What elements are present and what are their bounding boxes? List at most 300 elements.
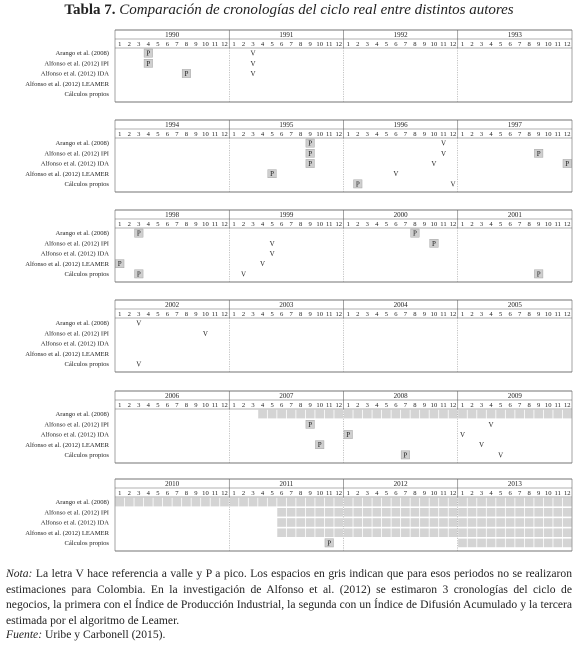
month-label: 2 xyxy=(241,402,246,409)
row-label: Cálculos propios xyxy=(64,361,109,368)
month-label: 9 xyxy=(194,490,198,497)
month-label: 5 xyxy=(384,311,388,318)
month-label: 3 xyxy=(137,490,141,497)
month-label: 1 xyxy=(346,402,350,409)
peak-mark: P xyxy=(270,170,275,179)
month-label: 11 xyxy=(211,402,219,409)
not-estimated-cell xyxy=(563,498,572,507)
month-label: 12 xyxy=(335,131,343,138)
month-label: 10 xyxy=(430,41,438,48)
month-label: 6 xyxy=(165,41,170,48)
not-estimated-cell xyxy=(268,410,277,419)
year-label: 2012 xyxy=(393,480,408,488)
month-label: 1 xyxy=(232,41,236,48)
month-label: 6 xyxy=(279,131,284,138)
row-label: Alfonso et al. (2012) LEAMER xyxy=(25,80,109,88)
row-label: Alfonso et al. (2012) IDA xyxy=(40,340,109,348)
month-label: 9 xyxy=(194,221,198,228)
month-label: 7 xyxy=(289,490,293,497)
month-label: 3 xyxy=(479,311,484,318)
not-estimated-cell xyxy=(163,498,172,507)
peak-mark: P xyxy=(308,139,313,148)
month-label: 3 xyxy=(365,131,369,138)
row-label: Alfonso et al. (2012) IPI xyxy=(44,509,109,517)
month-label: 12 xyxy=(335,311,343,318)
not-estimated-cell xyxy=(563,508,572,517)
month-label: 1 xyxy=(118,490,122,497)
month-label: 11 xyxy=(554,311,561,318)
month-label: 11 xyxy=(211,221,219,228)
peak-mark: P xyxy=(184,70,189,78)
not-estimated-cell xyxy=(325,508,334,517)
not-estimated-cell xyxy=(496,410,505,419)
month-label: 10 xyxy=(544,131,552,138)
not-estimated-cell xyxy=(515,410,524,419)
year-label: 1998 xyxy=(165,211,180,219)
month-label: 10 xyxy=(430,402,438,409)
month-label: 5 xyxy=(498,41,503,48)
not-estimated-cell xyxy=(277,518,286,527)
row-label: Cálculos propios xyxy=(64,540,109,547)
not-estimated-cell xyxy=(306,410,315,419)
not-estimated-cell xyxy=(201,498,210,507)
year-label: 2010 xyxy=(165,480,180,488)
row-label: Alfonso et al. (2012) IDA xyxy=(40,431,109,439)
not-estimated-cell xyxy=(315,508,324,517)
peak-mark: P xyxy=(146,59,151,68)
not-estimated-cell xyxy=(372,410,381,419)
month-label: 9 xyxy=(422,41,427,48)
not-estimated-cell xyxy=(449,410,458,419)
month-label: 7 xyxy=(403,221,408,228)
not-estimated-cell xyxy=(506,498,515,507)
year-label: 1991 xyxy=(279,31,294,39)
not-estimated-cell xyxy=(525,498,534,507)
month-label: 6 xyxy=(508,402,512,409)
month-label: 1 xyxy=(232,311,236,318)
not-estimated-cell xyxy=(277,410,286,419)
not-estimated-cell xyxy=(211,498,220,507)
month-label: 6 xyxy=(508,311,512,318)
month-label: 11 xyxy=(211,131,219,138)
month-label: 6 xyxy=(508,131,512,138)
month-label: 2 xyxy=(127,490,131,497)
month-label: 4 xyxy=(489,221,493,228)
month-label: 4 xyxy=(375,490,379,497)
month-label: 2 xyxy=(241,131,246,138)
month-label: 3 xyxy=(251,131,255,138)
not-estimated-cell xyxy=(344,528,353,537)
not-estimated-cell xyxy=(458,518,467,527)
month-label: 2 xyxy=(127,41,131,48)
month-label: 2 xyxy=(241,490,246,497)
not-estimated-cell xyxy=(125,498,134,507)
table-source xyxy=(6,628,165,641)
month-label: 5 xyxy=(498,131,503,138)
not-estimated-cell xyxy=(515,518,524,527)
month-label: 10 xyxy=(316,311,323,318)
month-label: 1 xyxy=(460,41,465,48)
row-label: Cálculos propios xyxy=(64,271,109,278)
month-label: 9 xyxy=(537,402,541,409)
not-estimated-cell xyxy=(372,518,381,527)
not-estimated-cell xyxy=(534,410,543,419)
month-label: 11 xyxy=(554,402,561,409)
month-label: 8 xyxy=(413,402,417,409)
month-label: 7 xyxy=(175,41,179,48)
not-estimated-cell xyxy=(458,539,467,548)
not-estimated-cell xyxy=(449,508,458,517)
peak-mark: P xyxy=(536,270,541,279)
month-label: 2 xyxy=(356,311,360,318)
chronology-panel xyxy=(25,391,572,463)
month-label: 3 xyxy=(137,221,141,228)
not-estimated-cell xyxy=(496,508,505,517)
peak-mark: P xyxy=(431,239,436,248)
trough-mark: V xyxy=(459,431,466,439)
month-label: 8 xyxy=(299,221,303,228)
trough-mark: V xyxy=(136,319,142,328)
month-label: 8 xyxy=(184,311,189,318)
month-label: 5 xyxy=(156,490,160,497)
month-label: 5 xyxy=(498,402,503,409)
trough-mark: V xyxy=(260,260,266,269)
note-label: Nota: xyxy=(6,567,33,580)
month-label: 7 xyxy=(175,131,179,138)
month-label: 3 xyxy=(251,402,255,409)
not-estimated-cell xyxy=(553,410,562,419)
month-label: 5 xyxy=(384,131,388,138)
not-estimated-cell xyxy=(287,508,296,517)
month-label: 12 xyxy=(221,490,228,497)
month-label: 3 xyxy=(365,402,369,409)
month-label: 8 xyxy=(413,311,417,318)
trough-mark: V xyxy=(440,149,446,158)
row-label: Arango et al. (2008) xyxy=(55,499,109,507)
not-estimated-cell xyxy=(534,528,543,537)
month-label: 8 xyxy=(299,311,303,318)
not-estimated-cell xyxy=(553,508,562,517)
year-label: 2000 xyxy=(393,211,408,219)
not-estimated-cell xyxy=(239,498,248,507)
month-label: 9 xyxy=(537,41,541,48)
month-label: 5 xyxy=(498,221,503,228)
row-label: Alfonso et al. (2012) LEAMER xyxy=(25,441,109,449)
not-estimated-cell xyxy=(411,508,420,517)
table-number: Tabla 7. xyxy=(64,2,116,18)
not-estimated-cell xyxy=(306,498,315,507)
year-label: 1990 xyxy=(165,31,180,39)
not-estimated-cell xyxy=(420,528,429,537)
not-estimated-cell xyxy=(534,518,543,527)
row-label: Alfonso et al. (2012) LEAMER xyxy=(25,260,109,268)
month-label: 4 xyxy=(260,490,265,497)
month-label: 7 xyxy=(175,311,179,318)
month-label: 6 xyxy=(394,490,398,497)
month-label: 5 xyxy=(270,490,274,497)
month-label: 4 xyxy=(146,490,150,497)
not-estimated-cell xyxy=(220,498,229,507)
month-label: 1 xyxy=(346,131,350,138)
peak-mark: P xyxy=(412,229,417,238)
month-label: 1 xyxy=(346,490,350,497)
not-estimated-cell xyxy=(544,498,553,507)
month-label: 1 xyxy=(232,221,236,228)
month-label: 4 xyxy=(260,402,265,409)
not-estimated-cell xyxy=(458,498,467,507)
month-label: 4 xyxy=(260,221,265,228)
not-estimated-cell xyxy=(468,528,477,537)
row-label: Alfonso et al. (2012) IDA xyxy=(40,519,109,527)
month-label: 8 xyxy=(527,402,531,409)
month-label: 5 xyxy=(498,311,503,318)
not-estimated-cell xyxy=(115,498,124,507)
month-label: 7 xyxy=(289,41,293,48)
not-estimated-cell xyxy=(487,498,496,507)
trough-mark: V xyxy=(269,250,275,258)
month-label: 1 xyxy=(346,311,350,318)
chronology-panel xyxy=(25,30,572,102)
not-estimated-cell xyxy=(487,528,496,537)
not-estimated-cell xyxy=(325,518,334,527)
month-label: 7 xyxy=(175,490,179,497)
month-label: 8 xyxy=(527,311,531,318)
month-label: 2 xyxy=(241,311,246,318)
month-label: 1 xyxy=(460,221,465,228)
month-label: 1 xyxy=(232,131,236,138)
row-label: Cálculos propios xyxy=(64,181,109,188)
not-estimated-cell xyxy=(315,518,324,527)
month-label: 5 xyxy=(384,221,388,228)
month-label: 6 xyxy=(508,490,512,497)
month-label: 4 xyxy=(260,311,265,318)
not-estimated-cell xyxy=(334,508,343,517)
trough-mark: V xyxy=(393,170,399,179)
chronology-panel xyxy=(25,479,572,551)
not-estimated-cell xyxy=(525,528,534,537)
month-label: 9 xyxy=(422,311,427,318)
month-label: 8 xyxy=(527,41,531,48)
trough-mark: V xyxy=(450,180,456,189)
not-estimated-cell xyxy=(496,498,505,507)
month-label: 8 xyxy=(184,221,189,228)
not-estimated-cell xyxy=(372,498,381,507)
month-label: 4 xyxy=(375,41,379,48)
month-label: 11 xyxy=(326,490,333,497)
month-label: 8 xyxy=(299,490,303,497)
not-estimated-cell xyxy=(477,539,486,548)
peak-mark: P xyxy=(136,270,141,279)
month-label: 4 xyxy=(146,402,150,409)
month-label: 11 xyxy=(440,402,447,409)
month-label: 2 xyxy=(356,131,360,138)
not-estimated-cell xyxy=(544,539,553,548)
year-label: 2002 xyxy=(165,301,180,309)
not-estimated-cell xyxy=(401,498,410,507)
month-label: 12 xyxy=(449,41,457,48)
not-estimated-cell xyxy=(382,528,391,537)
not-estimated-cell xyxy=(506,539,515,548)
row-label: Alfonso et al. (2012) IPI xyxy=(44,330,109,338)
peak-mark: P xyxy=(346,431,351,439)
month-label: 2 xyxy=(127,221,131,228)
month-label: 8 xyxy=(527,221,531,228)
month-label: 10 xyxy=(202,311,209,318)
not-estimated-cell xyxy=(334,518,343,527)
month-label: 8 xyxy=(299,402,303,409)
trough-mark: V xyxy=(479,441,485,450)
not-estimated-cell xyxy=(515,528,524,537)
not-estimated-cell xyxy=(315,410,324,419)
month-label: 7 xyxy=(517,221,522,228)
trough-mark: V xyxy=(440,139,446,148)
month-label: 2 xyxy=(356,41,360,48)
month-label: 8 xyxy=(413,490,417,497)
year-label: 2003 xyxy=(279,301,294,309)
not-estimated-cell xyxy=(401,528,410,537)
month-label: 11 xyxy=(554,490,561,497)
not-estimated-cell xyxy=(392,508,401,517)
not-estimated-cell xyxy=(134,498,143,507)
month-label: 5 xyxy=(156,221,160,228)
month-label: 1 xyxy=(118,402,122,409)
not-estimated-cell xyxy=(363,528,372,537)
not-estimated-cell xyxy=(353,518,362,527)
not-estimated-cell xyxy=(477,528,486,537)
month-label: 10 xyxy=(316,490,323,497)
month-label: 10 xyxy=(316,402,323,409)
year-label: 1997 xyxy=(507,121,522,129)
not-estimated-cell xyxy=(477,410,486,419)
month-label: 10 xyxy=(202,41,209,48)
month-label: 12 xyxy=(221,311,228,318)
month-label: 6 xyxy=(165,221,170,228)
month-label: 3 xyxy=(365,221,369,228)
not-estimated-cell xyxy=(296,518,305,527)
month-label: 4 xyxy=(260,41,265,48)
month-label: 3 xyxy=(479,221,484,228)
month-label: 7 xyxy=(517,311,522,318)
month-label: 7 xyxy=(403,402,408,409)
year-label: 1999 xyxy=(279,211,294,219)
month-label: 5 xyxy=(498,490,503,497)
month-label: 9 xyxy=(308,490,312,497)
month-label: 2 xyxy=(127,311,131,318)
month-label: 12 xyxy=(221,402,228,409)
month-label: 9 xyxy=(422,490,427,497)
year-label: 2001 xyxy=(507,211,522,219)
month-label: 8 xyxy=(527,490,531,497)
row-label: Alfonso et al. (2012) LEAMER xyxy=(25,350,109,358)
source-label: Fuente: xyxy=(6,628,43,641)
not-estimated-cell xyxy=(363,518,372,527)
peak-mark: P xyxy=(403,451,408,460)
month-label: 6 xyxy=(165,311,170,318)
not-estimated-cell xyxy=(430,508,439,517)
month-label: 11 xyxy=(440,311,447,318)
year-label: 2006 xyxy=(165,392,180,400)
not-estimated-cell xyxy=(249,498,258,507)
month-label: 6 xyxy=(394,221,398,228)
month-label: 9 xyxy=(537,311,541,318)
not-estimated-cell xyxy=(553,498,562,507)
trough-mark: V xyxy=(488,420,494,429)
not-estimated-cell xyxy=(392,410,401,419)
not-estimated-cell xyxy=(430,518,439,527)
month-label: 10 xyxy=(544,311,552,318)
not-estimated-cell xyxy=(534,539,543,548)
month-label: 6 xyxy=(279,41,284,48)
row-label: Alfonso et al. (2012) IPI xyxy=(44,150,109,158)
month-label: 10 xyxy=(430,221,438,228)
not-estimated-cell xyxy=(534,508,543,517)
month-label: 3 xyxy=(479,402,484,409)
not-estimated-cell xyxy=(525,410,534,419)
row-label: Arango et al. (2008) xyxy=(55,140,109,148)
month-label: 11 xyxy=(326,131,333,138)
not-estimated-cell xyxy=(372,508,381,517)
month-label: 11 xyxy=(211,490,219,497)
month-label: 11 xyxy=(440,131,447,138)
month-label: 3 xyxy=(137,131,141,138)
month-label: 9 xyxy=(308,41,312,48)
month-label: 9 xyxy=(422,131,427,138)
row-label: Alfonso et al. (2012) LEAMER xyxy=(25,529,109,537)
not-estimated-cell xyxy=(544,508,553,517)
month-label: 2 xyxy=(356,221,360,228)
not-estimated-cell xyxy=(430,528,439,537)
month-label: 11 xyxy=(326,402,333,409)
month-label: 9 xyxy=(194,41,198,48)
month-label: 6 xyxy=(508,221,512,228)
month-label: 10 xyxy=(430,131,438,138)
month-label: 7 xyxy=(289,131,293,138)
year-label: 1994 xyxy=(165,121,180,129)
month-label: 6 xyxy=(279,311,284,318)
not-estimated-cell xyxy=(277,498,286,507)
not-estimated-cell xyxy=(382,508,391,517)
not-estimated-cell xyxy=(544,410,553,419)
month-label: 2 xyxy=(470,221,474,228)
month-label: 7 xyxy=(403,41,408,48)
not-estimated-cell xyxy=(306,528,315,537)
month-label: 6 xyxy=(165,131,170,138)
not-estimated-cell xyxy=(525,508,534,517)
not-estimated-cell xyxy=(344,410,353,419)
not-estimated-cell xyxy=(563,539,572,548)
not-estimated-cell xyxy=(382,498,391,507)
not-estimated-cell xyxy=(287,528,296,537)
month-label: 9 xyxy=(308,131,312,138)
peak-mark: P xyxy=(317,441,322,450)
peak-mark: P xyxy=(308,420,313,429)
not-estimated-cell xyxy=(344,518,353,527)
not-estimated-cell xyxy=(544,518,553,527)
not-estimated-cell xyxy=(506,410,515,419)
month-label: 9 xyxy=(308,221,312,228)
month-label: 1 xyxy=(118,221,122,228)
month-label: 11 xyxy=(554,131,561,138)
month-label: 2 xyxy=(470,490,474,497)
peak-mark: P xyxy=(327,539,332,548)
month-label: 4 xyxy=(260,131,265,138)
not-estimated-cell xyxy=(563,528,572,537)
month-label: 6 xyxy=(279,221,284,228)
month-label: 3 xyxy=(251,41,255,48)
not-estimated-cell xyxy=(401,518,410,527)
month-label: 5 xyxy=(156,131,160,138)
month-label: 11 xyxy=(326,41,333,48)
